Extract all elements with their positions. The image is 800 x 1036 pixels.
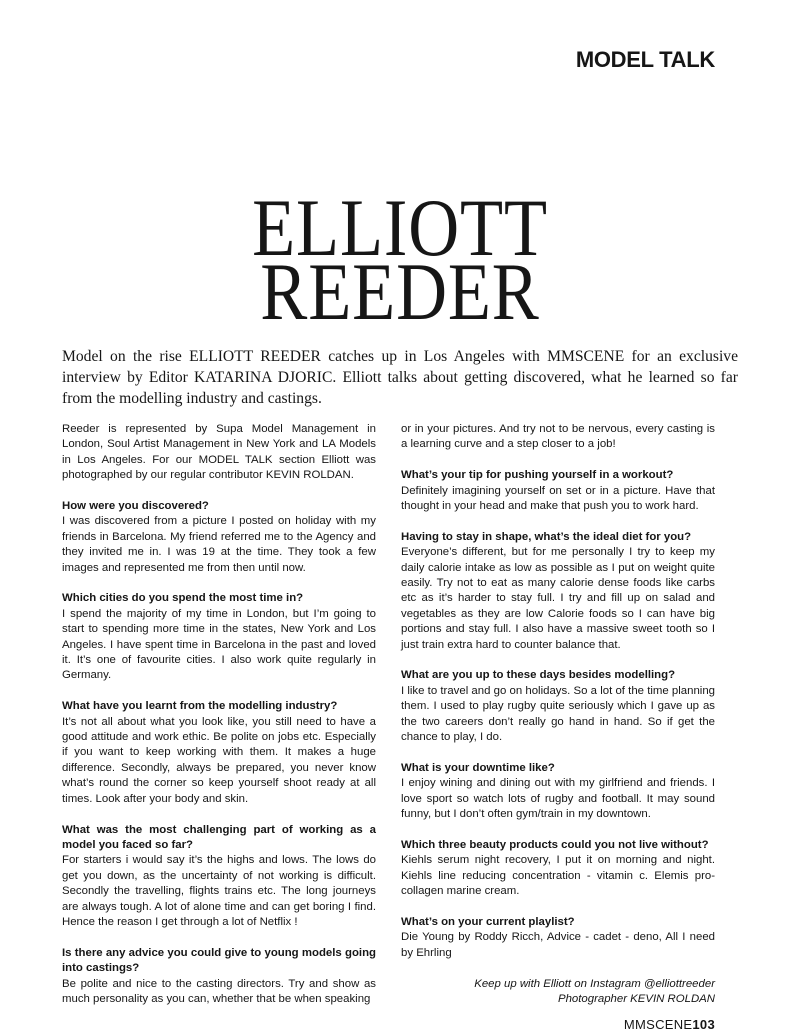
question: Which cities do you spend the most time in? [62, 592, 304, 605]
qa-item [62, 499, 376, 576]
answer: For starters i would say it’s the highs and lows. The lows do get you down, as the uncertainty of not working is difficult. Secondly the travelling, flights trains etc. The long journeys are always tough. A lot of alone time and can get boring I find. Hence the reason I get through a lot of Netflix ! [62, 854, 376, 928]
instagram-credit: Keep up with Elliott on Instagram @elliottreeder [474, 977, 715, 990]
qa-item [401, 468, 715, 514]
qa-item [401, 915, 715, 961]
qa-item [62, 699, 376, 807]
qa-item [401, 838, 715, 900]
page-number: 103 [692, 1017, 715, 1033]
question: What is your downtime like? [401, 761, 555, 774]
question: What’s your tip for pushing yourself in a workout? [401, 469, 674, 482]
question: What have you learnt from the modelling industry? [62, 700, 338, 713]
lead-paragraph: Reeder is represented by Supa Model Management in London, Soul Artist Management in New York and LA Models in Los Angeles. For our MODEL TALK section Elliott was photographed by our regular contributor KEVIN ROLDAN. [62, 423, 376, 482]
qa-item [62, 823, 376, 931]
page-folio [401, 1017, 715, 1033]
answer: I was discovered from a picture I posted on holiday with my friends in Barcelona. My friend referred me to the Agency and they invited me in. I was 19 at the time. They took a few images and represented me from then until now. [62, 515, 376, 574]
intro-paragraph: Model on the rise ELLIOTT REEDER catches up in Los Angeles with MMSCENE for an exclusive interview by Editor KATARINA DJORIC. Elliott talks about getting discovered, what he learned so far from the modelling industry and castings. [62, 348, 738, 407]
answer: I enjoy wining and dining out with my girlfriend and friends. I love sport so watch lots of rugby and football. It may sound funny, but I don’t often gym/train in my downtown. [401, 777, 715, 821]
question: Having to stay in shape, what’s the ideal diet for you? [401, 530, 692, 543]
column-left [62, 422, 376, 1023]
article-title [0, 182, 800, 337]
answer: Definitely imagining yourself on set or in a picture. Have that thought in your head and make that push you to work hard. [401, 484, 715, 513]
answer: I spend the majority of my time in London, but I’m going to start to spending more time in the states, New York and Los Angeles. I have spent time in Barcelona in the past and loved it. It’s one of favourite cities. I also work quite regularly in Germany. [62, 607, 376, 682]
answer: Be polite and nice to the casting directors. Try and show as much personality as you can, whether that be when speaking [62, 977, 376, 1005]
qa-item [401, 530, 715, 653]
answer: Everyone’s different, but for me personally I try to keep my daily calorie intake as low as possible as I put on weight quite easily. Try not to eat as many calorie dense foods like carbs etc as it’s harder to stay full. I try and fill up on salad and vegetables as they are low Calorie foods so I can have big portions and stay full. I also have a massive sweet tooth so I just train extra hard to counter balance that. [401, 546, 715, 651]
title-line-1: ELLIOTT [252, 182, 548, 273]
answer: I like to travel and go on holidays. So a lot of the time planning them. I used to play rugby quite seriously which I gave up as the two careers don’t really go hand in hand. So if get the chance to play, I do. [401, 684, 715, 744]
qa-item [401, 761, 715, 823]
section-label: MODEL TALK [575, 47, 715, 72]
photographer-credit: Photographer KEVIN ROLDAN [557, 992, 715, 1005]
answer: It’s not all about what you look like, you still need to have a good attitude and work ethic. Be polite on jobs etc. Especially if you want to keep working with them. It makes a huge difference. Secondly, always be prepared, you never know what’s round the corner so keep yourself shoot ready at all times. Look after your body and skin. [62, 715, 376, 805]
column-right-wrapper [401, 422, 715, 1033]
qa-item [401, 668, 715, 745]
question: Which three beauty products could you not live without? [401, 838, 709, 851]
folio-brand: MMSCENE [623, 1017, 693, 1033]
question: What are you up to these days besides modelling? [401, 669, 676, 682]
answer: Kiehls serum night recovery, I put it on morning and night. Kiehls line reducing concentration - vitamin c. Elemis pro-collagen marine cream. [401, 854, 715, 898]
question: What’s on your current playlist? [401, 915, 575, 928]
qa-item [62, 946, 376, 1008]
credits [401, 977, 715, 1008]
question: What was the most challenging part of working as a model you faced so far? [62, 823, 376, 851]
article-body [62, 346, 738, 1033]
title-line-2: REEDER [260, 246, 540, 337]
answer-continued: or in your pictures. And try not to be nervous, every casting is a learning curve and a step closer to a job! [401, 423, 715, 451]
question: Is there any advice you could give to young models going into castings? [62, 946, 376, 975]
column-right [401, 422, 715, 961]
answer: Die Young by Roddy Ricch, Advice - cadet - deno, All I need by Ehrling [401, 931, 715, 959]
question: How were you discovered? [62, 500, 209, 513]
columns [62, 422, 738, 1033]
qa-item [62, 591, 376, 683]
